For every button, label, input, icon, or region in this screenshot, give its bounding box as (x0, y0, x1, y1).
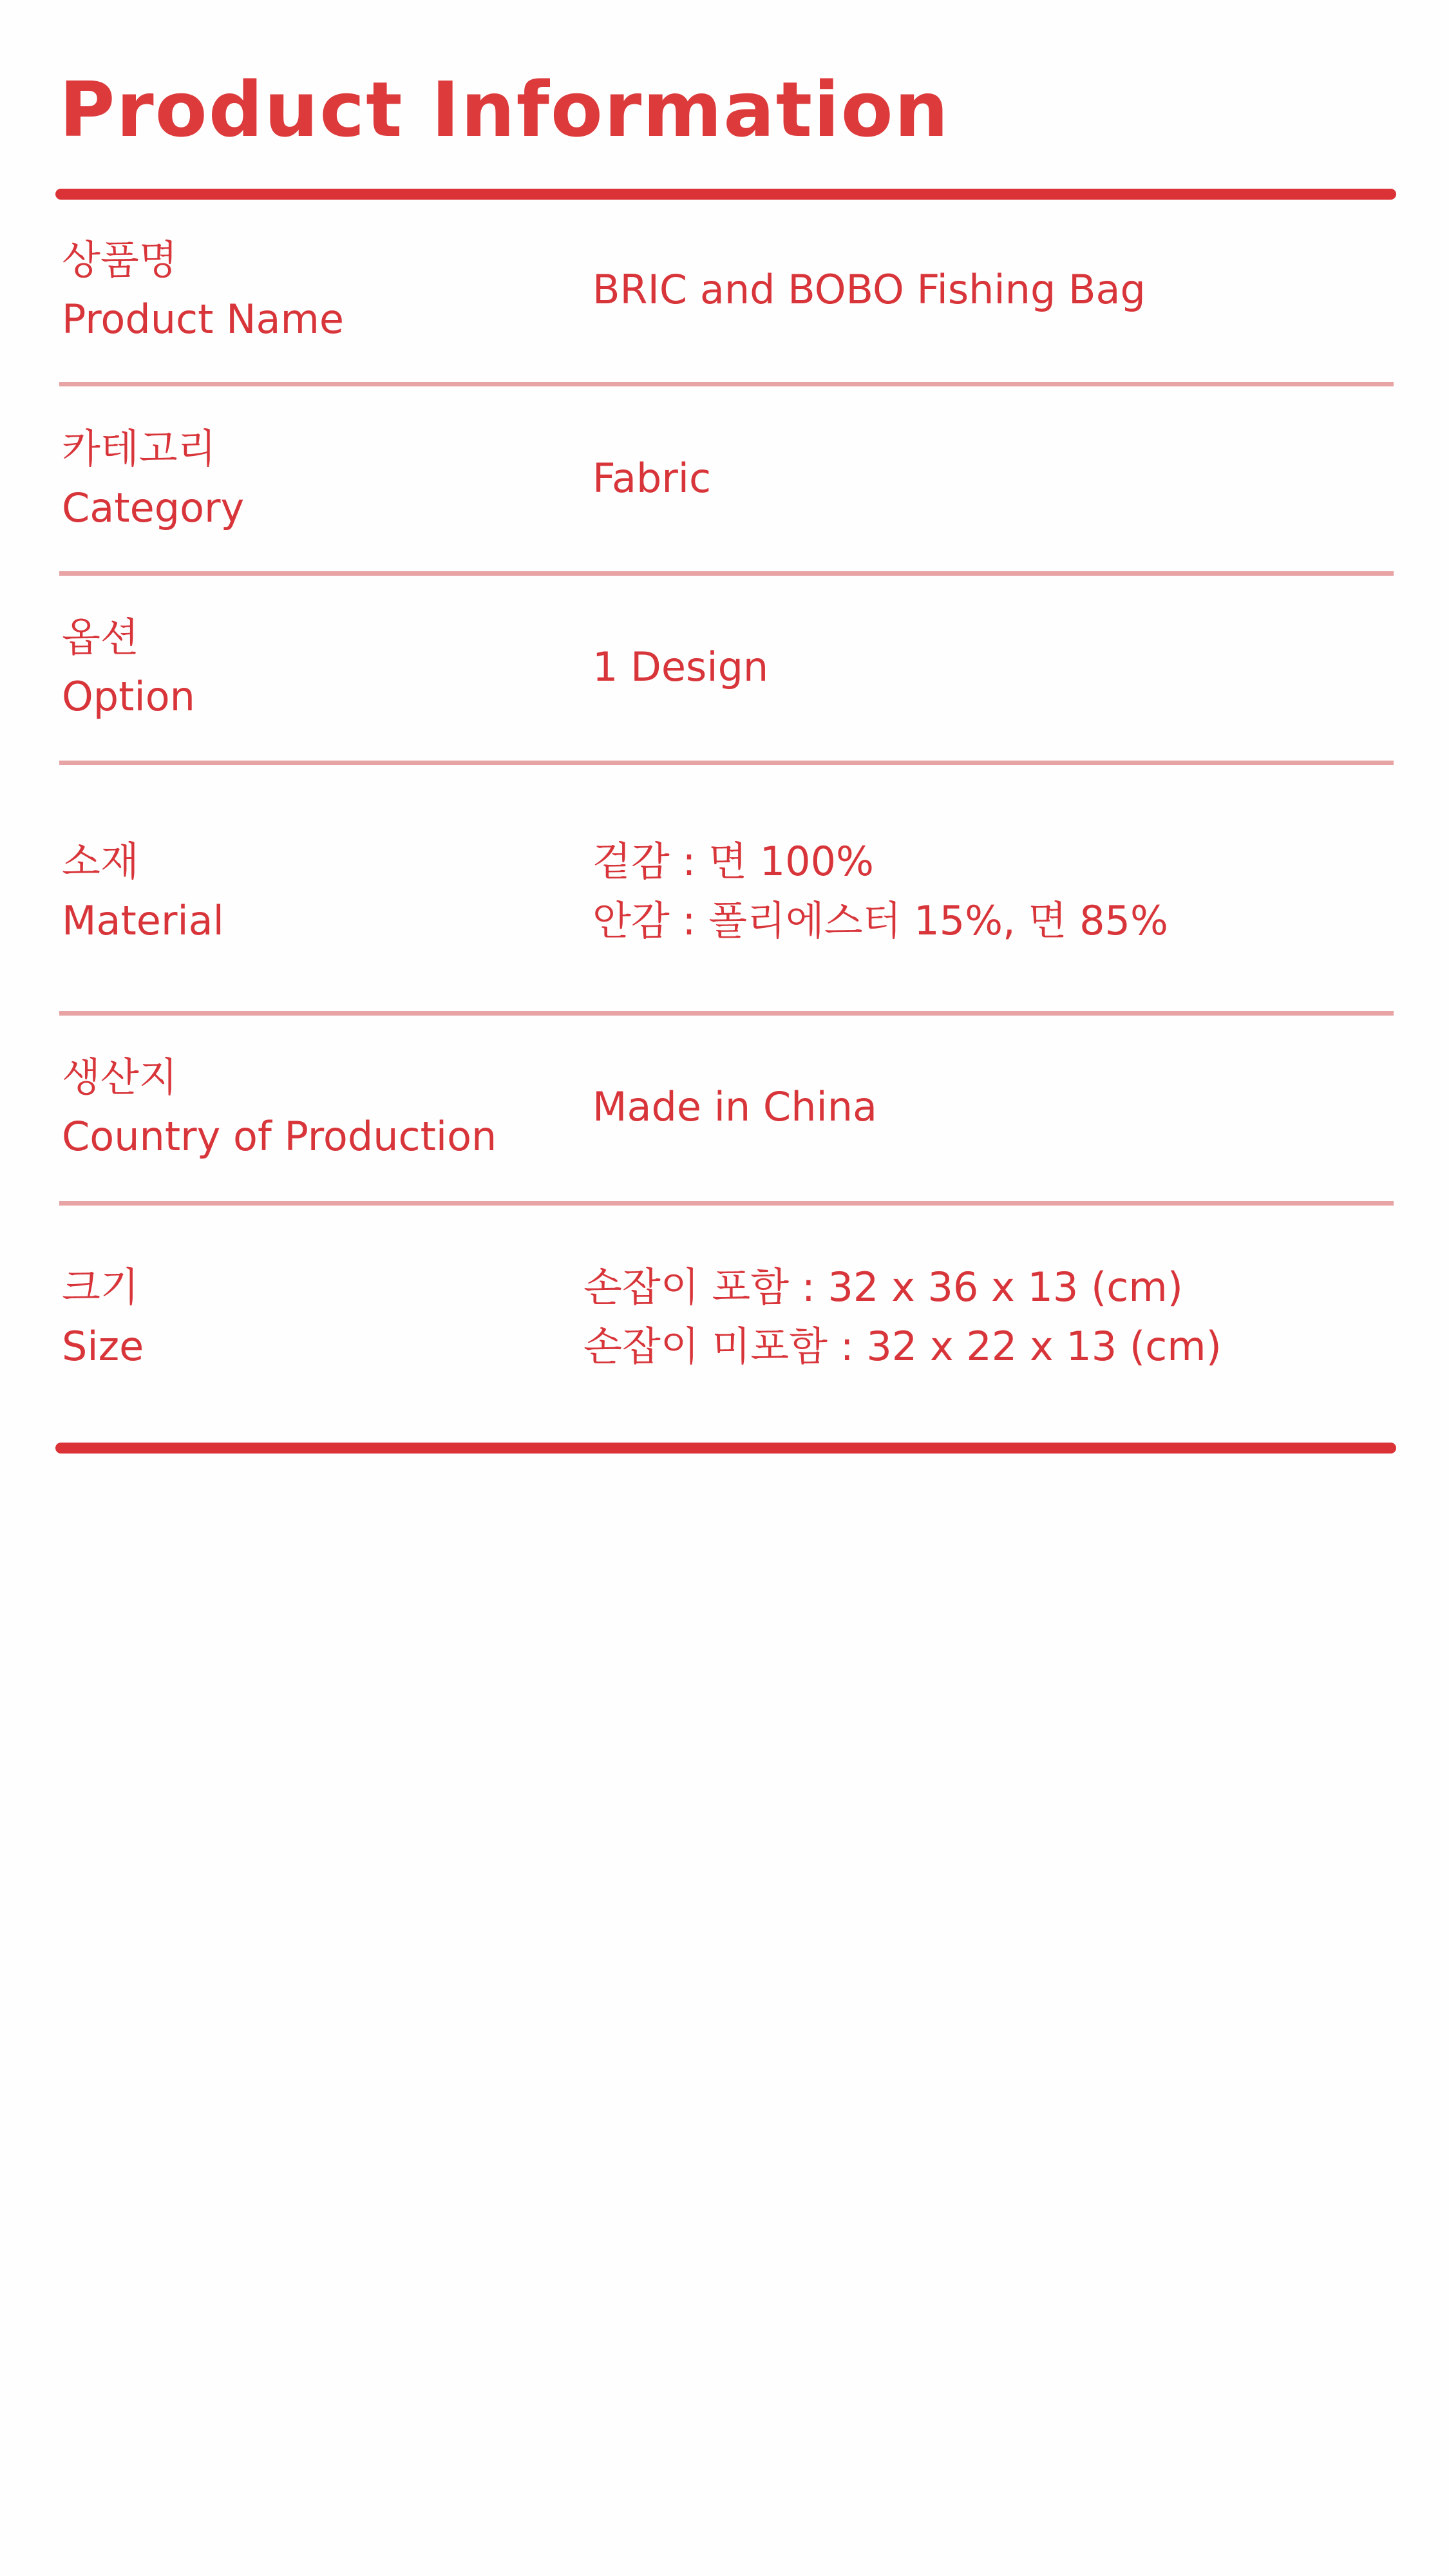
label-korean: 옵션 (62, 614, 139, 661)
row-material-label (62, 787, 577, 996)
label-korean: 크기 (62, 1264, 139, 1311)
label-english: Option (62, 673, 195, 720)
label-korean: 생산지 (62, 1054, 178, 1101)
bottom-border (55, 1443, 1396, 1454)
label-english: Product Name (62, 296, 345, 343)
row-divider (59, 761, 1394, 765)
value-line: 겉감 : 면 100% (592, 838, 874, 885)
value-line: Made in China (592, 1083, 878, 1130)
value-line: 손잡이 포함 : 32 x 36 x 13 (cm) (583, 1264, 1183, 1311)
row-divider (59, 1011, 1394, 1016)
value-line: BRIC and BOBO Fishing Bag (592, 266, 1146, 313)
row-divider (59, 382, 1394, 386)
row-category-label (62, 407, 577, 550)
label-english: Material (62, 897, 224, 944)
row-option-value (592, 596, 1385, 738)
row-product-name-value (592, 219, 1385, 361)
page-title: Product Information (59, 65, 950, 154)
label-english: Category (62, 484, 245, 531)
label-korean: 카테고리 (62, 425, 216, 472)
row-divider (59, 571, 1394, 576)
label-korean: 소재 (62, 838, 139, 885)
row-option-label (62, 596, 577, 738)
top-border (55, 189, 1396, 200)
value-line: Fabric (592, 455, 712, 502)
label-english: Country of Production (62, 1113, 497, 1160)
value-line: 1 Design (592, 643, 769, 690)
row-material-value (592, 787, 1385, 996)
value-line: 안감 : 폴리에스터 15%, 면 85% (592, 897, 1168, 944)
row-country-label (62, 1036, 577, 1179)
label-korean: 상품명 (62, 236, 178, 283)
row-product-name-label (62, 219, 577, 361)
row-size-label (62, 1227, 577, 1407)
row-divider (59, 1201, 1394, 1206)
row-size-value (583, 1227, 1376, 1407)
row-country-value (592, 1036, 1385, 1179)
row-category-value (592, 407, 1385, 550)
value-line: 손잡이 미포함 : 32 x 22 x 13 (cm) (583, 1323, 1222, 1370)
label-english: Size (62, 1323, 144, 1370)
